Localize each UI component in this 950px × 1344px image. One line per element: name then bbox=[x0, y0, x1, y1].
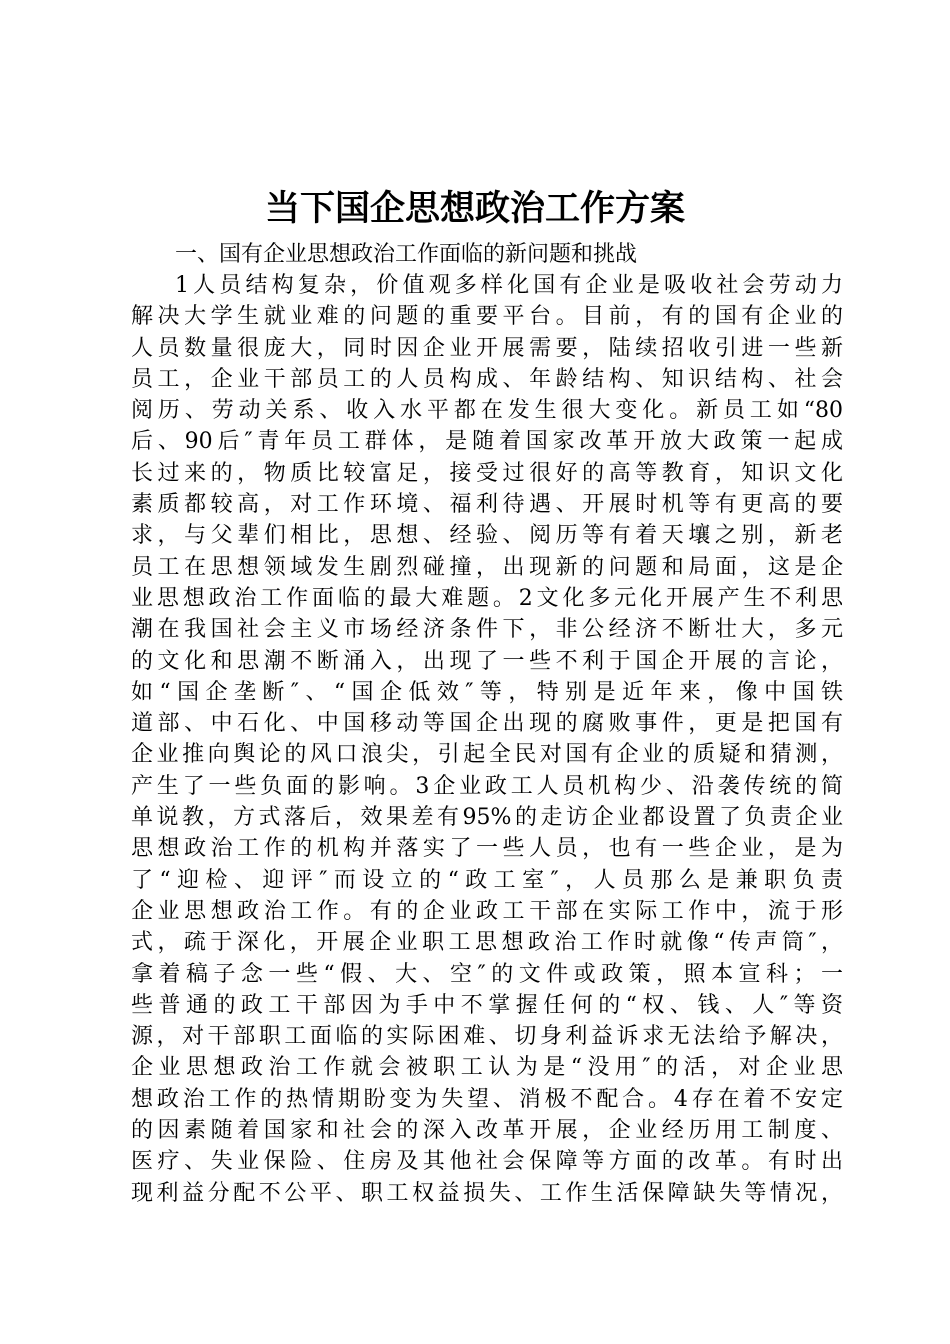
text-line: 了“迎检、迎评″而设立的“政工室″，人员那么是兼职负责 bbox=[131, 867, 843, 893]
text-line: 解决大学生就业难的问题的重要平台。目前，有的国有企业的 bbox=[131, 304, 843, 330]
text-line: 人员数量很庞大，同时因企业开展需要，陆续招收引进一些新 bbox=[131, 335, 843, 361]
text-line: 医疗、失业保险、住房及其他社会保障等方面的改革。有时出 bbox=[131, 1149, 843, 1175]
text-line: 产生了一些负面的影响。3企业政工人员机构少、沿袭传统的简 bbox=[131, 773, 843, 799]
text-line: 些普通的政工干部因为手中不掌握任何的“权、钱、人″等资 bbox=[131, 992, 843, 1018]
text-line: 1人员结构复杂，价值观多样化国有企业是吸收社会劳动力 bbox=[175, 273, 843, 298]
text-line: 求，与父辈们相比，思想、经验、阅历等有着天壤之别，新老 bbox=[131, 523, 843, 549]
text-line: 想政治工作的热情期盼变为失望、消极不配合。4存在着不安定 bbox=[131, 1086, 843, 1112]
text-line: 道部、中石化、中国移动等国企出现的腐败事件，更是把国有 bbox=[131, 711, 843, 737]
text-line: 思想政治工作的机构并落实了一些人员，也有一些企业，是为 bbox=[131, 836, 843, 862]
text-line: 素质都较高，对工作环境、福利待遇、开展时机等有更高的要 bbox=[131, 492, 843, 518]
text-line: 现利益分配不公平、职工权益损失、工作生活保障缺失等情况， bbox=[131, 1180, 843, 1206]
text-line: 阅历、劳动关系、收入水平都在发生很大变化。新员工如“80 bbox=[131, 398, 843, 424]
text-line: 企业思想政治工作。有的企业政工干部在实际工作中，流于形 bbox=[131, 898, 843, 924]
text-line: 员工在思想领域发生剧烈碰撞，出现新的问题和局面，这是企 bbox=[131, 554, 843, 580]
text-line: 长过来的，物质比较富足，接受过很好的高等教育，知识文化 bbox=[131, 460, 843, 486]
text-line: 的文化和思潮不断涌入，出现了一些不利于国企开展的言论， bbox=[131, 648, 843, 674]
document-title: 当下国企思想政治工作方案 bbox=[264, 188, 685, 229]
text-line: 源，对干部职工面临的实际困难、切身利益诉求无法给予解决， bbox=[131, 1024, 843, 1050]
text-line: 员工，企业干部员工的人员构成、年龄结构、知识结构、社会 bbox=[131, 366, 843, 392]
text-line: 后、90后″青年员工群体，是随着国家改革开放大政策一起成 bbox=[131, 429, 843, 455]
text-line: 企业推向舆论的风口浪尖，引起全民对国有企业的质疑和猜测， bbox=[131, 742, 843, 768]
text-line: 如“国企垄断″、“国企低效″等，特别是近年来，像中国铁 bbox=[131, 679, 843, 705]
section-heading: 一、国有企业思想政治工作面临的新问题和挑战 bbox=[175, 242, 638, 267]
text-line: 单说教，方式落后，效果差有95%的走访企业都设置了负责企业 bbox=[131, 805, 843, 831]
text-line: 潮在我国社会主义市场经济条件下，非公经济不断壮大，多元 bbox=[131, 617, 843, 643]
text-line: 的因素随着国家和社会的深入改革开展，企业经历用工制度、 bbox=[131, 1118, 843, 1144]
text-line: 拿着稿子念一些“假、大、空″的文件或政策，照本宣科；一 bbox=[131, 961, 843, 987]
text-line: 业思想政治工作面临的最大难题。2文化多元化开展产生不利思 bbox=[131, 585, 843, 611]
text-line: 企业思想政治工作就会被职工认为是“没用″的活，对企业思 bbox=[131, 1055, 843, 1081]
body-paragraph bbox=[131, 270, 843, 1209]
text-line: 式，疏于深化，开展企业职工思想政治工作时就像“传声筒″， bbox=[131, 930, 843, 956]
